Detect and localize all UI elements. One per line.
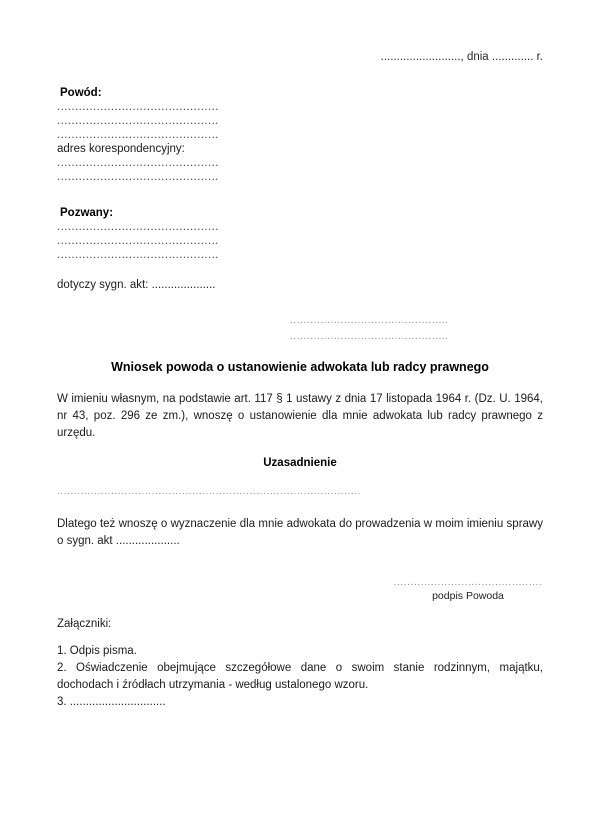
court-fill-line: ............................................... bbox=[290, 315, 449, 326]
attachments-list bbox=[57, 643, 543, 711]
attachments-label: Załączniki: bbox=[57, 618, 112, 630]
defendant-fill-line: ............................................. bbox=[57, 221, 219, 233]
document-title: Wniosek powoda o ustanowienie adwokata lub radcy prawnego bbox=[111, 360, 489, 374]
plaintiff-fill-line: ............................................. bbox=[57, 115, 219, 127]
court-fill-line: ............................................... bbox=[290, 331, 449, 342]
defendant-fill-line: ............................................. bbox=[57, 235, 219, 247]
date-place-line: ........................., dnia ............. r. bbox=[380, 51, 543, 63]
defendant-label: Pozwany: bbox=[60, 207, 114, 219]
plaintiff-address-label: adres korespondencyjny: bbox=[57, 143, 185, 155]
plaintiff-fill-line: ............................................. bbox=[57, 129, 219, 141]
plaintiff-section bbox=[57, 86, 543, 184]
attachment-item: 3. .............................. bbox=[57, 696, 166, 708]
defendant-section bbox=[57, 206, 543, 262]
plaintiff-fill-line: ............................................. bbox=[57, 101, 219, 113]
signature-fill-line: ............................................ bbox=[393, 577, 543, 588]
justification-fill-line: .......................................................................................... bbox=[57, 486, 362, 497]
plaintiff-address-fill-line: ............................................. bbox=[57, 157, 219, 169]
closing-paragraph: Dlatego też wnoszę o wyznaczenie dla mnie adwokata do prowadzenia w moim imieniu sprawy o sygn. akt .................... bbox=[57, 518, 543, 547]
signature-caption: podpis Powoda bbox=[432, 590, 504, 602]
attachment-item: 1. Odpis pisma. bbox=[57, 645, 137, 657]
plaintiff-address-fill-line: ............................................. bbox=[57, 171, 219, 183]
justification-heading: Uzasadnienie bbox=[263, 457, 337, 469]
case-reference-line: dotyczy sygn. akt: .................... bbox=[57, 279, 216, 291]
signature-section bbox=[393, 577, 543, 603]
attachment-item: 2. Oświadczenie obejmujące szczegółowe dane o swoim stanie rodzinnym, majątku, dochodach i źródłach utrzymania - według ustalonego wzoru. bbox=[57, 662, 543, 691]
plaintiff-label: Powód: bbox=[60, 87, 102, 99]
court-address-section bbox=[290, 313, 460, 345]
request-paragraph: W imieniu własnym, na podstawie art. 117 § 1 ustawy z dnia 17 listopada 1964 r. (Dz. U. 1964, nr 43, poz. 296 ze zm.), wnoszę o ustanowienie dla mnie adwokata lub radcy prawnego z urzędu. bbox=[57, 393, 543, 439]
defendant-fill-line: ............................................. bbox=[57, 249, 219, 261]
